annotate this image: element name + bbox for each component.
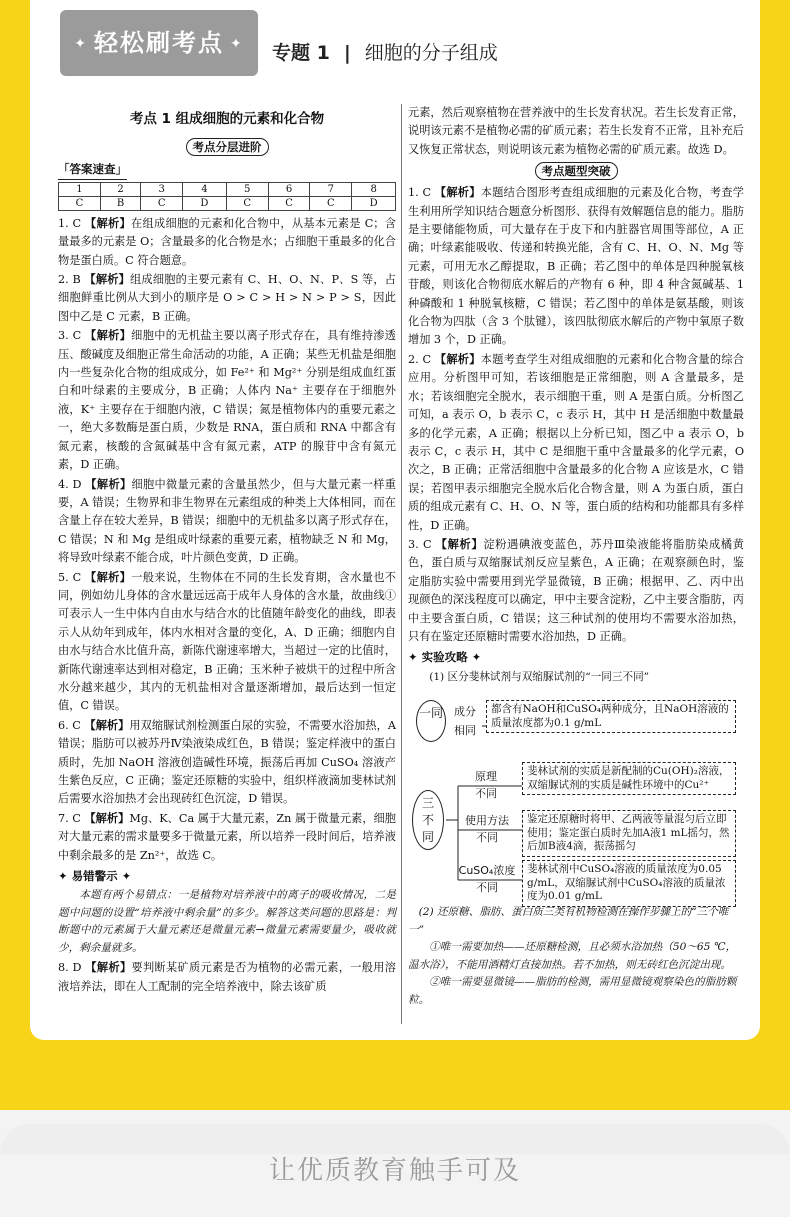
item-text: 在组成细胞的元素和化合物中，从基本元素是 C；含量最多的元素是 O；含量最多的化合物是水；占细胞干重最多的化合物是蛋白质。C 符合题意。 <box>58 216 396 267</box>
item-number: 3. C <box>58 329 82 343</box>
item-number: 2. C <box>408 352 432 366</box>
item-number: 4. D <box>58 477 82 491</box>
answer-number: 2 <box>100 182 140 196</box>
topic-prefix: 专题 1 <box>272 42 330 64</box>
answer-value: C <box>59 196 101 210</box>
item-number: 8. D <box>58 961 82 975</box>
section-title: 考点 1 组成细胞的元素和化合物 <box>129 111 325 127</box>
paragraph-three-unique: (2) 还原糖、脂肪、蛋白质三类有机物检测在操作步骤上的“三个唯一” <box>408 906 729 936</box>
explanation-item <box>408 536 744 646</box>
item-text: 细胞中微量元素的含量虽然少，但与大量元素一样重要，A 错误；生物界和非生物界在元素组成的种类上大体相同，而在含量上存在较大差异，B 错误；细胞中的无机盐多以离子形式存在，C 错误；N 和 Mg 是组成叶绿素的重要元素，植物缺乏 N 和 Mg，将导致叶绿素不能合成，叶片颜色变黄，D 正确。 <box>58 477 396 565</box>
answer-number: 7 <box>310 182 352 196</box>
item-label: 【解析】 <box>84 811 130 825</box>
explanation-item <box>58 959 396 996</box>
error-warning-text: 本题有两个易错点：一是植物对培养液中的离子的吸收情况，二是题中问题的设置“培养液中剩余量”的多少。解答这类问题的思路是：判断题中的元素属于大量元素还是微量元素→微量元素需要量少，吸收就少，剩余量就多。 <box>58 889 396 954</box>
topic-separator: | <box>343 42 351 64</box>
explanation-item <box>58 215 396 270</box>
item-number: 2. B <box>58 273 81 287</box>
answer-number: 8 <box>352 182 396 196</box>
concentration-box: 斐林试剂中CuSO₄溶液的质量浓度为0.05 g/mL，双缩脲试剂中CuSO₄溶液的质量浓度为0.01 g/mL <box>522 860 736 907</box>
item-text: 淀粉遇碘液变蓝色，苏丹Ⅲ染液能将脂肪染成橘黄色，蛋白质与双缩脲试剂反应呈紫色，A 正确；在观察颜色时，鉴定脂肪实验中需要用到光学显微镜，B 正确；根据甲、乙、丙中出现颜色的深浅程度可以确定，甲中主要含淀粉，乙中主要含脂肪，丙中主要含蛋白质，C 错误；这三种试剂的使用均不需要水浴加热，只有在鉴定还原糖时需要水浴加热，D 正确。 <box>408 537 744 643</box>
item-text: Mg、K、Ca 属于大量元素，Zn 属于微量元素，细胞对大量元素的需求量要多于微量元素，所以培养一段时间后，培养液中剩余最多的是 Zn²⁺，故选 C。 <box>58 811 396 862</box>
answer-value: D <box>352 196 396 210</box>
item-label: 【解析】 <box>84 718 130 732</box>
usage-label-top: 使用方法 <box>465 814 509 828</box>
item-text: 本题考查学生对组成细胞的元素和化合物含量的综合应用。分析图甲可知，若该细胞是正常细胞，则 A 含量最多，是水；若该细胞完全脱水，表示细胞干重，则 A 是蛋白质。分析图乙可知，a 表示 O，b 表示 C，c 表示 H，其中 H 是活细胞中数量最多的化学元素，A 正确；根据以上分析已知，图乙中 a 表示 O，b 表示 C，c 表示 H，其中 C 是细胞干重中含量最多的化学元素，O 次之，B 正确；正常活细胞中含量最多的化合物 A 应该是水，C 错误；若图甲表示细胞完全脱水后化合物含量，则 A 为蛋白质，蛋白质的组成元素有 C、H、O、N 等，蛋白质的结构和功能都具有多样性，D 正确。 <box>408 352 744 532</box>
left-column <box>58 104 396 997</box>
strategy-subtitle: (1) 区分斐林试剂与双缩脲试剂的“一同三不同” <box>429 670 650 683</box>
item-text: 组成细胞的主要元素有 C、H、O、N、P、S 等，占细胞鲜重比例从大到小的顺序是 O > C > H > N > P > S，因此图中乙是 C 元素，B 正确。 <box>58 273 396 323</box>
answer-key-table <box>58 182 396 211</box>
item-text: 一般来说，生物体在不同的生长发育期，含水量也不同，例如幼儿身体的含水量远远高于成年人身体的含水量，故曲线①可表示人一生中体内自由水与结合水的比值随年龄变化的曲线，即表示人从幼年到成年，体内水相对含量的变化，A、D 正确；细胞内自由水与结合水比值升高，新陈代谢速率增大，当超过一定的比值时，新陈代谢速率达到相对稳定，B 正确；玉米种子被烘干的过程中所含水分越来越少，其内的无机盐相对含量逐渐增加，最后达到一恒定值，C 错误。 <box>58 570 396 713</box>
component-label-bottom: 相同 <box>454 724 476 738</box>
component-label <box>448 702 482 742</box>
explanation-item <box>58 271 396 326</box>
continued-text: 元素，然后观察植物在营养液中的生长发育状况。若生长发育正常，说明该元素不是植物必需的矿质元素；若生长发育不正常，且补充后又恢复正常状态，则说明该元素为植物必需的矿质元素。故选 D。 <box>408 106 744 156</box>
component-label-top: 成分 <box>454 705 476 719</box>
concentration-label-bottom: 不同 <box>476 881 498 895</box>
item-text: 本题结合图形考查组成细胞的元素及化合物，考查学生利用所学知识结合题意分析图形、获得有效解题信息的能力。脂肪是主要储能物质，可大量存在于皮下和内脏器官周围等部位，A 正确；叶绿素能吸收、传递和转换光能，含有 C、H、O、N、Mg 等元素，可用无水乙醇提取，B 正确；若乙图中的单体是四种脱氧核苷酸，则该化合物彻底水解后的产物有 6 种，即 4 种含氮碱基、1 种磷酸和 1 种脱氧核糖，C 错误；若乙图中的单体是氨基酸，则该化合物为四肽（含 3 个肽键），该四肽彻底水解后的产物中氧原子数增加 3 个，D 正确。 <box>408 186 744 347</box>
pill-label: 考点题型突破 <box>535 162 618 180</box>
item-number: 6. C <box>58 718 81 732</box>
different-circle: 三不同 <box>412 790 444 850</box>
explanation-item <box>408 351 744 535</box>
answer-value: C <box>226 196 268 210</box>
answer-number: 1 <box>59 182 101 196</box>
principle-label-top: 原理 <box>475 770 497 784</box>
item-label: 【解析】 <box>434 352 481 366</box>
right-column <box>408 104 744 1009</box>
item-label: 【解析】 <box>434 186 481 200</box>
topic-title: 细胞的分子组成 <box>364 42 498 64</box>
item-number: 1. C <box>58 216 82 230</box>
usage-box: 鉴定还原糖时将甲、乙两液等量混匀后立即使用；鉴定蛋白质时先加A液1 mL摇匀，然后加B液4滴，振荡摇匀 <box>522 810 736 857</box>
answer-value: B <box>100 196 140 210</box>
section-tag-label: 轻松刷考点 <box>94 29 224 57</box>
explanation-item <box>408 184 744 350</box>
answer-value: C <box>310 196 352 210</box>
item-label: 【解析】 <box>85 570 132 584</box>
column-divider <box>401 104 402 1024</box>
answer-value: D <box>183 196 227 210</box>
dot-icon: ✦ <box>230 36 244 52</box>
paragraph-microscope: ②唯一需要显微镜——脂肪的检测，需用显微镜观察染色的脂肪颗粒。 <box>408 976 737 1006</box>
item-number: 1. C <box>408 186 432 200</box>
explanation-item <box>58 810 396 865</box>
item-number: 3. C <box>408 537 432 551</box>
answer-key-heading: 「答案速查」 <box>58 160 127 179</box>
concentration-label-top: CuSO₄浓度 <box>458 864 516 878</box>
usage-label-bottom: 不同 <box>476 831 498 845</box>
footer-slogan: 让优质教育触手可及 <box>268 1156 521 1186</box>
answer-number: 6 <box>268 182 310 196</box>
principle-label <box>462 768 510 802</box>
explanation-item <box>58 569 396 716</box>
same-circle: 一同 <box>416 700 446 742</box>
item-text: 用双缩脲试剂检测蛋白尿的实验，不需要水浴加热，A 错误；脂肪可以被苏丹Ⅳ染液染成红色，B 错误；鉴定样液中的蛋白质时，先加 NaOH 溶液创造碱性环境，振荡后再加 CuSO₄ 溶液产生紫色反应，C 正确；鉴定还原糖的实验中，组织样液滴加斐林试剂后需要水浴加热才会出现砖红色沉淀，D 错误。 <box>58 718 396 806</box>
explanation-item <box>58 476 396 568</box>
strategy-heading: ✦ 实验攻略 ✦ <box>408 650 482 665</box>
item-number: 5. C <box>58 570 82 584</box>
item-text: 细胞中的无机盐主要以离子形式存在，具有维持渗透压、酸碱度及细胞正常生命活动的功能，A 正确；某些无机盐是细胞内一些复杂化合物的组成成分，如 Fe²⁺ 和 Mg²⁺ 分别是组成血红蛋白和叶绿素的主要成分，B 正确；人体内 Na⁺ 主要存在于细胞外液，K⁺ 主要存在于细胞内液，C 错误；氮是植物体内的重要元素之一，绝大多数酶是蛋白质，少数是 RNA，蛋白质和 RNA 中都含有氮元素，核酸的含氮碱基中含有氮元素，ATP 的腺苷中含有氮元素，D 正确。 <box>58 329 396 472</box>
answer-number: 5 <box>226 182 268 196</box>
reagent-comparison-diagram <box>408 688 744 903</box>
item-label: 【解析】 <box>85 477 132 491</box>
explanation-item <box>58 327 396 474</box>
item-label: 【解析】 <box>85 329 132 343</box>
pill-label: 考点分层进阶 <box>186 138 269 156</box>
answer-value: C <box>141 196 183 210</box>
explanation-item <box>58 717 396 809</box>
item-label: 【解析】 <box>435 537 484 551</box>
item-label: 【解析】 <box>84 216 131 230</box>
paragraph-heating: ①唯一需要加热——还原糖检测，且必须水浴加热（50～65 ℃，温水浴），不能用酒精灯直接加热。若不加热，则无砖红色沉淀出现。 <box>408 941 737 971</box>
dot-icon: ✦ <box>74 36 88 52</box>
usage-label <box>458 812 516 846</box>
section-tag <box>60 10 258 76</box>
principle-label-bottom: 不同 <box>475 787 497 801</box>
answer-number-row <box>59 182 396 196</box>
item-label: 【解析】 <box>84 273 131 287</box>
topic-header <box>272 38 498 65</box>
answer-value: C <box>268 196 310 210</box>
error-warning-heading: ✦ 易错警示 ✦ <box>58 869 132 884</box>
item-text: 要判断某矿质元素是否为植物的必需元素，一般用溶液培养法，即在人工配制的完全培养液中，除去该矿质 <box>58 961 396 993</box>
answer-value-row <box>59 196 396 210</box>
concentration-label <box>458 862 516 896</box>
item-number: 7. C <box>58 811 81 825</box>
answer-number: 4 <box>183 182 227 196</box>
item-label: 【解析】 <box>85 961 132 975</box>
component-box: 都含有NaOH和CuSO₄两种成分，且NaOH溶液的质量浓度都为0.1 g/mL <box>486 700 736 733</box>
principle-box: 斐林试剂的实质是新配制的Cu(OH)₂溶液，双缩脲试剂的实质是碱性环境中的Cu²⁺ <box>522 762 736 795</box>
answer-number: 3 <box>141 182 183 196</box>
